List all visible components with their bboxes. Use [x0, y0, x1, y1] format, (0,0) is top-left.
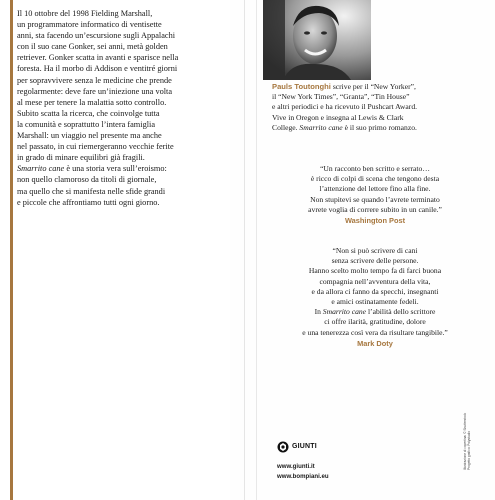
- publisher-urls: [277, 462, 329, 482]
- synopsis-line: al mese per tenere la malattia sotto controllo.: [17, 97, 167, 107]
- synopsis-line: la comunità e soprattutto l’intera famiglia: [17, 119, 156, 129]
- flap-fold-line: [256, 0, 257, 500]
- author-bio-line: il “New York Times”, “Granta”, “Tin House”: [272, 92, 410, 102]
- author-bio-line: [272, 123, 472, 133]
- credit-line: Progetto grafico: Polystudio: [467, 431, 471, 470]
- review-quote-mark-doty: [270, 246, 480, 349]
- front-flap: [0, 0, 230, 500]
- author-photo: [263, 0, 371, 80]
- synopsis-line: un programmatore informatico di ventisette: [17, 20, 162, 30]
- author-bio-text: scrive per il “New Yorker”,: [330, 82, 416, 91]
- synopsis-line: con il suo cane Gonker, sei anni, metà golden: [17, 42, 168, 52]
- synopsis-line-rest: è una storia vera sull’eroismo:: [64, 164, 167, 174]
- giunti-logo-icon: [277, 440, 289, 452]
- synopsis-line: Subito scatta la ricerca, che coinvolge tutta: [17, 108, 160, 118]
- author-bio-text: è il suo primo romanzo.: [342, 122, 417, 132]
- flap-fold-line: [244, 0, 245, 500]
- book-title-italic: Smarrito cane: [17, 164, 65, 174]
- synopsis-line: nel passato, in cui riemergeranno vecchie ferite: [17, 142, 174, 152]
- synopsis-line: foresta. Ha il morbo di Addison e ventitré giorni: [17, 64, 178, 74]
- author-portrait-image: [263, 0, 371, 80]
- quote-source: Mark Doty: [357, 338, 393, 348]
- synopsis-line: non quello clamoroso da titoli di giornale,: [17, 175, 157, 185]
- review-quote-washington-post: [270, 164, 480, 226]
- quote-line: è ricco di colpi di scena che tengono desta: [310, 174, 440, 184]
- quote-line: “Non si può scrivere di cani: [332, 246, 418, 255]
- author-bio-line: e altri periodici e ha ricevuto il Pushcart Award.: [272, 102, 418, 112]
- synopsis-line: Il 10 ottobre del 1998 Fielding Marshall,: [17, 9, 153, 18]
- quote-line: e una tenerezza così vera da risultare tangibile.”: [302, 327, 448, 337]
- quote-line: [270, 307, 480, 317]
- quote-line: e da allora ci fanno da specchi, insegnanti: [311, 286, 439, 296]
- quote-text: In: [314, 307, 323, 317]
- synopsis-line: per sopravvivere senza le medicine che prende: [17, 75, 172, 85]
- publisher-name: GIUNTI: [292, 442, 317, 450]
- synopsis-line: e piccole che affrontiamo tutti ogni giorno.: [17, 197, 160, 207]
- synopsis: [17, 8, 222, 208]
- quote-line: compagnia nell’avventura della vita,: [319, 276, 431, 286]
- publisher-url[interactable]: www.bompiani.eu: [277, 473, 329, 480]
- quote-line: senza scrivere delle persone.: [331, 256, 419, 266]
- quote-line: Non stupitevi se quando l’avrete terminato: [310, 194, 440, 204]
- cover-credits: [463, 390, 471, 470]
- quote-line: e amici ostinatamente fedeli.: [331, 297, 419, 307]
- publisher-url[interactable]: www.giunti.it: [277, 463, 315, 470]
- synopsis-line: retriever. Gonker scatta in avanti e sparisce nella: [17, 53, 179, 63]
- quote-line: ci offre ilarità, gratitudine, dolore: [324, 317, 426, 327]
- accent-bar: [10, 0, 13, 500]
- credit-line: Illustrazione di copertina: © Shutterstock: [463, 412, 467, 470]
- author-name: Pauls Toutonghi: [272, 82, 331, 91]
- synopsis-line: regolarmente: deve fare un’iniezione una volta: [17, 86, 173, 96]
- synopsis-line: anni, sta facendo un’escursione sugli Appalachi: [17, 31, 176, 41]
- author-bio-line: [272, 82, 472, 92]
- synopsis-line: ma quello che si manifesta nelle sfide grandi: [17, 186, 166, 196]
- synopsis-line: [17, 163, 222, 174]
- quote-line: l’attenzione del lettore fino alla fine.: [319, 184, 431, 194]
- book-title-italic: Smarrito cane: [299, 122, 343, 132]
- author-bio: [272, 82, 472, 133]
- synopsis-line: in grado di minare equilibri già fragili.: [17, 153, 145, 163]
- quote-text: l’abilità dello scrittore: [366, 307, 436, 317]
- publisher-logo: [277, 440, 317, 452]
- book-title-italic: Smarrito cane: [322, 307, 367, 317]
- author-bio-line: Vive in Oregon e insegna al Lewis & Clark: [272, 112, 404, 122]
- quote-line: Hanno scelto molto tempo fa di farci buona: [308, 266, 442, 276]
- synopsis-line: Marshall: un viaggio nel presente ma anche: [17, 131, 162, 141]
- quote-line: avrete voglia di correre subito in un canile.”: [308, 204, 442, 214]
- quote-line: “Un racconto ben scritto e serrato…: [320, 164, 430, 173]
- author-bio-text: College.: [272, 122, 300, 132]
- quote-source: Washington Post: [344, 216, 406, 226]
